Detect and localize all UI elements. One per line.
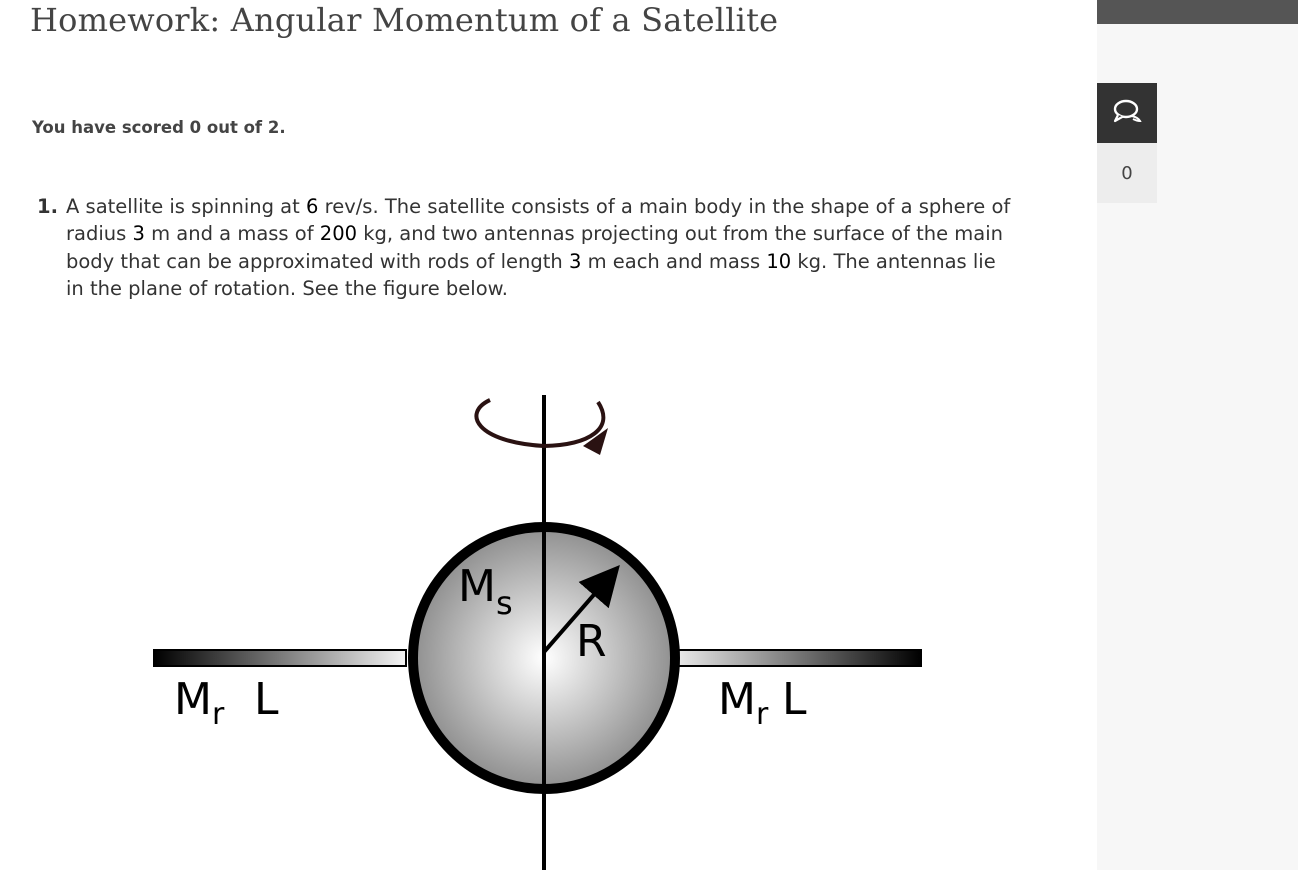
- rod-length-value: 3: [568, 249, 582, 273]
- left-rod-length-label: L: [254, 674, 279, 725]
- left-antenna-rod: [154, 650, 406, 666]
- sphere-mass-value: 200: [319, 222, 358, 246]
- sphere-mass-symbol: M: [458, 561, 496, 612]
- sidebar: [1097, 0, 1298, 870]
- right-rod-mass-label: [718, 674, 769, 732]
- left-rod-mass-symbol: M: [174, 674, 212, 725]
- rod-mass-value: 10: [766, 249, 792, 273]
- question-text-part: m each and mass: [581, 249, 767, 273]
- comment-count: 0: [1097, 143, 1157, 203]
- sphere-mass-subscript: s: [495, 584, 513, 622]
- question-text-part: kg. The antennas lie in the plane of rotation. See the figure below.: [66, 249, 996, 300]
- score-text: You have scored 0 out of 2.: [32, 118, 286, 137]
- right-rod-mass-symbol: M: [718, 674, 756, 725]
- left-rod-mass-subscript: r: [211, 697, 225, 732]
- question-text-part: A satellite is spinning at: [66, 195, 306, 218]
- comment-button[interactable]: [1097, 83, 1157, 143]
- right-rod-length-label: L: [782, 674, 807, 725]
- question-text-part: rev/s. The satellite consists of a main body in the shape of a sphere of radius: [66, 195, 1011, 246]
- radius-label: R: [576, 616, 607, 667]
- left-rod-mass-label: [174, 674, 225, 732]
- question-text-part: kg, and two antennas projecting out from the surface of the main body that can be approximated with rods of length: [66, 222, 1004, 273]
- spin-rate-value: 6: [305, 195, 319, 218]
- sphere-radius-value: 3: [132, 222, 145, 246]
- comment-icon: [1112, 98, 1142, 128]
- right-rod-mass-subscript: r: [755, 697, 769, 732]
- right-antenna-rod: [666, 650, 921, 666]
- sidebar-top-bar: [1097, 0, 1298, 24]
- rotation-arrow-icon: [476, 400, 603, 446]
- satellite-figure: [150, 390, 930, 870]
- question-text: [66, 193, 1016, 302]
- page-title: Homework: Angular Momentum of a Satellite: [30, 1, 779, 39]
- question-text-part: m and a mass of: [144, 222, 320, 246]
- question-number: 1.: [37, 195, 58, 218]
